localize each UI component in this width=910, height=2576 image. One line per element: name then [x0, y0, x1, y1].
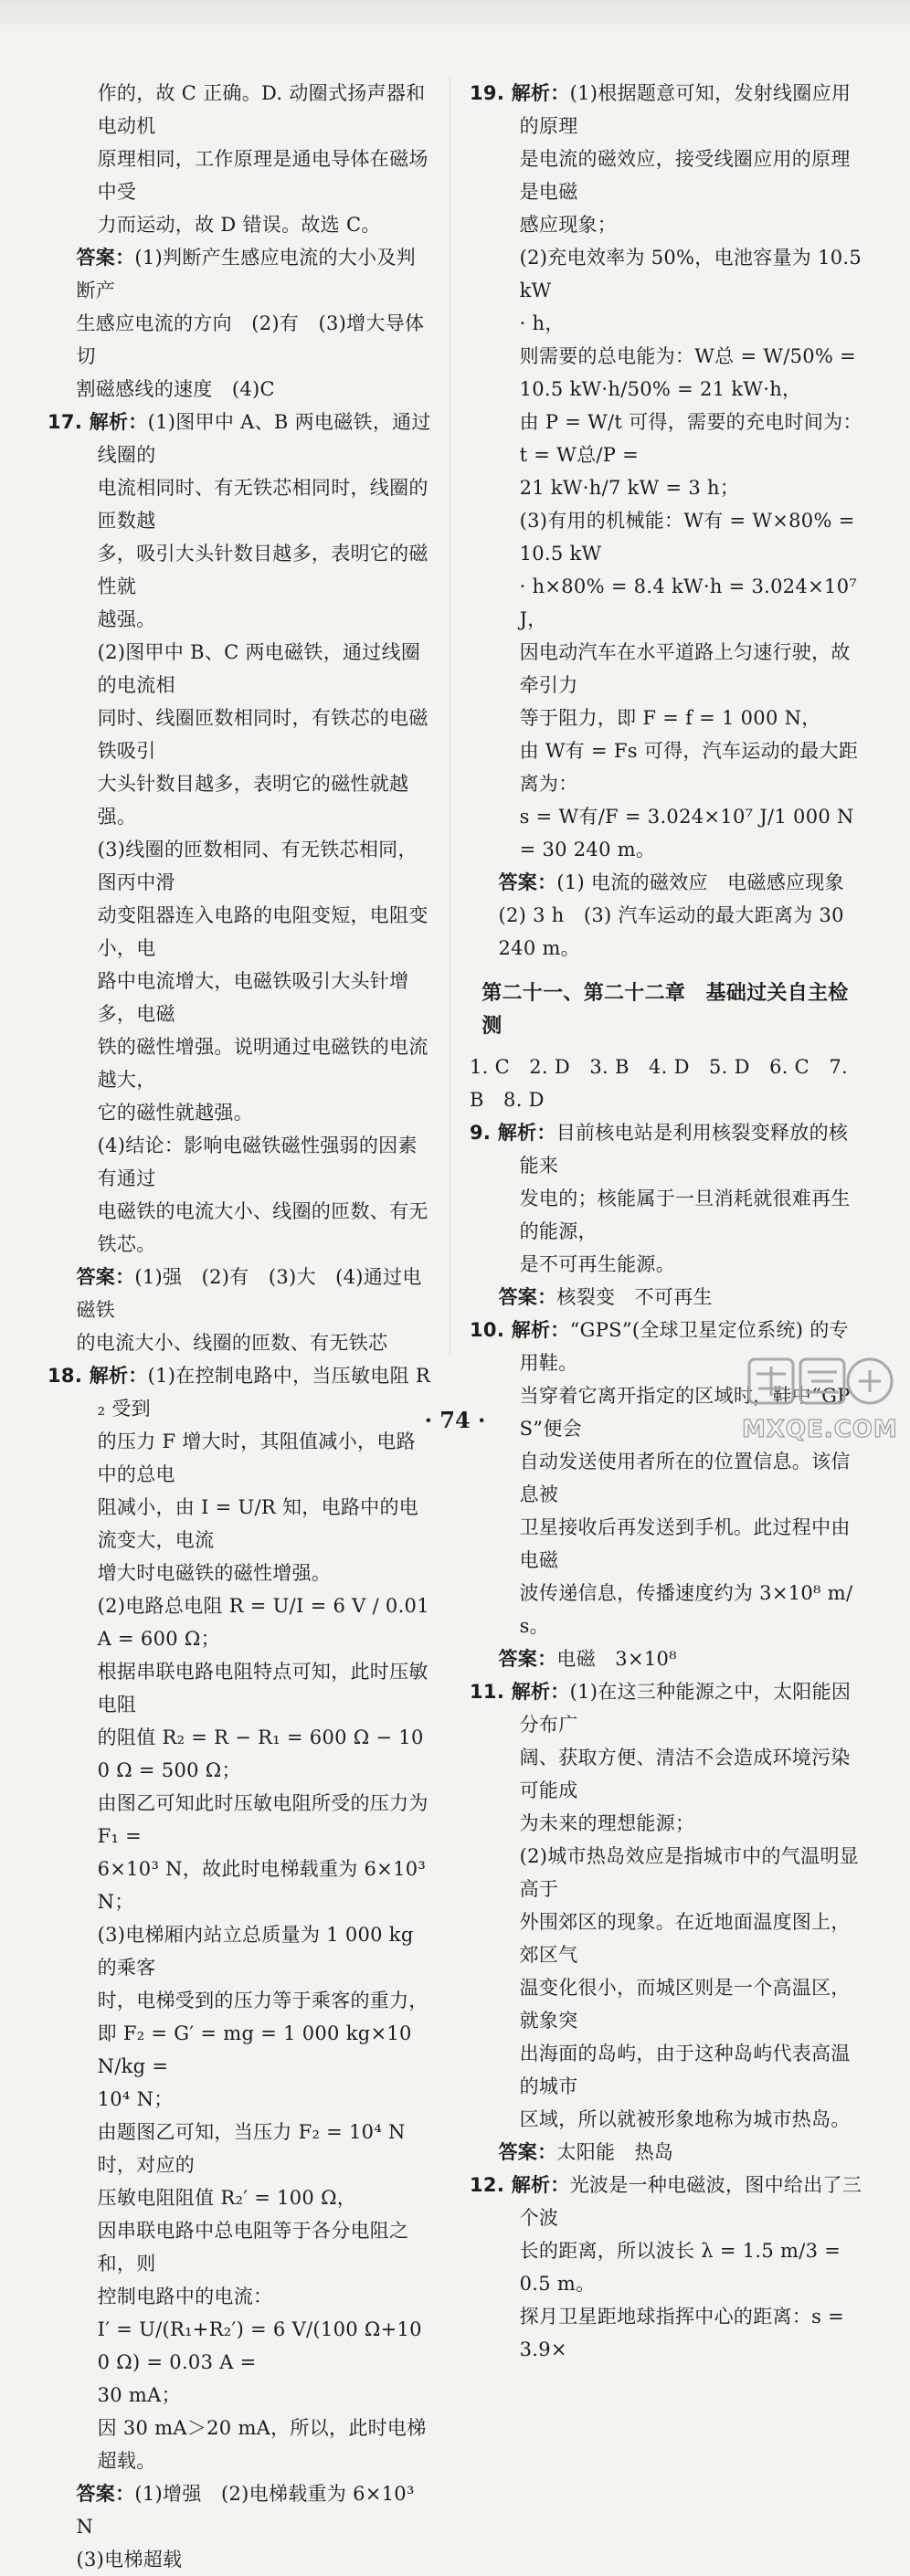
text-line — [470, 1281, 862, 1314]
right-column — [470, 77, 869, 2366]
page-top-shadow — [0, 0, 910, 37]
text-line — [48, 1721, 431, 1787]
text-line — [48, 406, 431, 471]
line-text: (2)充电效率为 50%，电池容量为 10.5 kW — [519, 247, 869, 301]
text-line — [48, 1655, 431, 1721]
line-text: 生感应电流的方向 (2)有 (3)增大导体切 — [76, 312, 425, 367]
line-text: 电流相同时、有无铁芯相同时，线圈的匝数越 — [97, 477, 429, 532]
analysis-label: 17. 解析： — [48, 411, 148, 433]
line-text: (2)城市热岛效应是指城市中的气温明显高于 — [519, 1845, 860, 1900]
line-text: 为未来的理想能源； — [519, 1812, 695, 1834]
line-text: 增大时电磁铁的磁性增强。 — [97, 1562, 332, 1584]
answer-label: 答案： — [498, 1286, 557, 1308]
text-line — [48, 241, 431, 307]
text-line — [470, 734, 862, 800]
text-line — [48, 2477, 431, 2543]
answer-label: 答案： — [498, 871, 557, 893]
line-text: 由题图乙可知，当压力 F₂ = 10⁴ N 时，对应的 — [97, 2121, 412, 2176]
text-line — [470, 2136, 862, 2169]
left-column — [48, 77, 436, 2576]
line-text: 10.5 kW·h/50% = 21 kW·h， — [519, 378, 802, 400]
line-text: (1)强 (2)有 (3)大 (4)通过电磁铁 — [76, 1266, 422, 1321]
analysis-label: 11. 解析： — [470, 1681, 570, 1703]
text-line — [470, 2300, 862, 2366]
line-text: 卫星接收后再发送到手机。此过程中由电磁 — [519, 1516, 851, 1571]
line-text: 路中电流增大，电磁铁吸引大头针增多，电磁 — [97, 970, 409, 1025]
text-line — [48, 1425, 431, 1491]
text-line — [470, 504, 862, 570]
line-text: 因串联电路中总电阻等于各分电阻之和，则 — [97, 2220, 409, 2275]
line-text: (4)结论：影响电磁铁磁性强弱的因素有通过 — [97, 1135, 418, 1189]
line-text: 的压力 F 增大时，其阻值减小，电路中的总电 — [97, 1431, 416, 1485]
text-line — [470, 1577, 862, 1642]
line-text: 动变阻器连入电路的电阻变短，电阻变小，电 — [97, 904, 429, 959]
line-text: 大头针数目越多，表明它的磁性就越强。 — [97, 773, 409, 828]
line-text: 越强。 — [97, 608, 156, 630]
text-line — [48, 899, 431, 965]
text-line — [470, 1840, 862, 1906]
text-line — [470, 1511, 862, 1577]
line-text: 同时、线圈匝数相同时，有铁芯的电磁铁吸引 — [97, 707, 429, 762]
text-line — [470, 1116, 862, 1182]
line-text: 因 30 mA＞20 mA，所以，此时电梯超载。 — [97, 2417, 427, 2472]
text-line — [470, 932, 862, 965]
line-text: s = W有/F = 3.024×10⁷ J/1 000 N = 30 240 m。 — [519, 806, 861, 860]
answer-label: 答案： — [498, 1648, 557, 1670]
watermark-url: MXQE.COM — [742, 1416, 898, 1443]
text-line — [48, 767, 431, 833]
line-text: 则需要的总电能为：W总 = W/50% = — [519, 345, 857, 367]
text-line — [470, 1741, 862, 1807]
text-line — [470, 1050, 862, 1116]
line-text: (2)电路总电阻 R = U/I = 6 V / 0.01 A = 600 Ω； — [97, 1595, 436, 1650]
analysis-label: 18. 解析： — [48, 1365, 148, 1387]
line-text: 当穿着它离开指定的区域时，鞋中“GPS”便会 — [519, 1385, 851, 1440]
text-line — [470, 77, 862, 143]
text-line — [470, 636, 862, 702]
line-text: 的阻值 R₂ = R − R₁ = 600 Ω − 100 Ω = 500 Ω； — [97, 1726, 424, 1781]
text-line — [470, 406, 862, 471]
line-text: 是不可再生能源。 — [519, 1253, 675, 1275]
line-text: 温变化很小，而城区则是一个高温区，就象突 — [519, 1977, 851, 2032]
line-text: 感应现象； — [519, 214, 618, 236]
text-line — [48, 537, 431, 603]
text-line — [470, 1248, 862, 1281]
watermark-logo — [742, 1350, 897, 1451]
text-line — [470, 1807, 862, 1840]
line-text: 探月卫星距地球指挥中心的距离：s = 3.9× — [519, 2306, 852, 2360]
line-text: 光波是一种电磁波，图中给出了三个波 — [519, 2174, 862, 2229]
line-text: 即 F₂ = G′ = mg = 1 000 kg×10 N/kg = — [97, 2022, 418, 2077]
text-line — [470, 1906, 862, 1971]
text-line — [48, 2116, 431, 2181]
text-line — [48, 471, 431, 537]
text-line — [48, 2379, 431, 2412]
text-line — [48, 2412, 431, 2477]
line-text: (3)线圈的匝数相同、有无铁芯相同，图丙中滑 — [97, 839, 418, 893]
line-text: “GPS”(全球卫星定位系统) 的专用鞋。 — [519, 1319, 849, 1374]
line-text: 阔、获取方便、清洁不会造成环境污染可能成 — [519, 1747, 851, 1801]
line-text: I′ = U/(R₁+R₂′) = 6 V/(100 Ω+100 Ω) = 0.03 A = — [97, 2318, 422, 2373]
text-line — [48, 2083, 431, 2116]
line-text: 是电流的磁效应，接受线圈应用的原理是电磁 — [519, 148, 851, 203]
line-text: · h， — [519, 312, 565, 334]
line-text: 由图乙可知此时压敏电阻所受的压力为 F₁ = — [97, 1792, 435, 1847]
line-text: 240 m。 — [498, 937, 580, 959]
line-text: 由 W有 = Fs 可得，汽车运动的最大距离为： — [519, 740, 859, 795]
text-line — [470, 866, 862, 899]
text-line — [470, 340, 862, 373]
text-line — [48, 1918, 431, 1984]
text-line — [48, 2543, 431, 2576]
text-line — [48, 77, 431, 143]
text-line — [48, 2280, 431, 2313]
line-text: (3)电梯厢内站立总质量为 1 000 kg 的乘客 — [97, 1924, 420, 1979]
line-text: 21 kW·h/7 kW = 3 h； — [519, 477, 740, 499]
line-text: 压敏电阻阻值 R₂′ = 100 Ω， — [97, 2187, 357, 2209]
line-text: (1) 电流的磁效应 电磁感应现象 — [556, 871, 844, 893]
text-line — [48, 1326, 431, 1359]
line-text: 作的，故 C 正确。D. 动圈式扬声器和电动机 — [97, 82, 426, 137]
line-text: 长的距离，所以波长 λ = 1.5 m/3 = 0.5 m。 — [519, 2240, 848, 2295]
line-text: 铁的磁性增强。说明通过电磁铁的电流越大， — [97, 1036, 429, 1091]
line-text: 电磁 3×10⁸ — [556, 1648, 677, 1670]
line-text: 发电的；核能属于一旦消耗就很难再生的能源， — [519, 1188, 851, 1242]
text-line — [470, 702, 862, 734]
line-text: 波传递信息，传播速度约为 3×10⁸ m/s。 — [519, 1582, 853, 1637]
text-line — [48, 833, 431, 899]
text-line — [48, 702, 431, 767]
text-line — [48, 965, 431, 1030]
line-text: 出海面的岛屿，由于这种岛屿代表高温的城市 — [519, 2043, 851, 2097]
text-line — [48, 1787, 435, 1853]
text-line — [48, 1096, 431, 1129]
text-line — [470, 800, 862, 866]
page-number: · 74 · — [424, 1407, 486, 1433]
text-line — [48, 2313, 431, 2379]
line-text: 多，吸引大头针数目越多，表明它的磁性就 — [97, 543, 429, 597]
text-line — [470, 373, 862, 406]
line-text: 6×10³ N，故此时电梯载重为 6×10³ N； — [97, 1858, 433, 1913]
text-line — [48, 2181, 431, 2214]
watermark-emblem-icon — [742, 1350, 897, 1423]
text-line — [470, 143, 862, 208]
text-line — [470, 307, 862, 340]
line-text: 太阳能 热岛 — [556, 2141, 674, 2163]
line-text: (1)图甲中 A、B 两电磁铁，通过线圈的 — [97, 411, 431, 466]
line-text: 割磁感线的速度 (4)C — [76, 378, 275, 400]
text-line — [48, 307, 431, 373]
answer-label: 答案： — [76, 1266, 135, 1288]
line-text: 它的磁性就越强。 — [97, 1102, 253, 1124]
line-text: (1)在控制电路中，当压敏电阻 R₂ 受到 — [97, 1365, 430, 1420]
line-text: (1)在这三种能源之中，太阳能因分布广 — [519, 1681, 852, 1736]
text-line — [470, 1182, 862, 1248]
line-text: 目前核电站是利用核裂变释放的核能来 — [519, 1122, 849, 1177]
text-line — [48, 2214, 431, 2280]
text-line — [470, 2234, 862, 2300]
line-text: 等于阻力，即 F = f = 1 000 N， — [519, 707, 821, 729]
line-text: 力而运动，故 D 错误。故选 C。 — [97, 214, 381, 236]
line-text: (2) 3 h (3) 汽车运动的最大距离为 30 — [498, 904, 844, 926]
line-text: (1)判断产生感应电流的大小及判断产 — [76, 247, 416, 301]
analysis-label: 19. 解析： — [470, 82, 570, 104]
answer-label: 答案： — [76, 2483, 135, 2505]
line-text: 区域，所以就被形象地称为城市热岛。 — [519, 2108, 851, 2130]
text-line — [48, 1491, 431, 1557]
line-text: 核裂变 不可再生 — [556, 1286, 713, 1308]
text-line — [470, 241, 869, 307]
text-line — [48, 1261, 431, 1326]
line-text: 10⁴ N； — [97, 2088, 174, 2110]
line-text: · h×80% = 8.4 kW·h = 3.024×10⁷ J， — [519, 575, 864, 630]
line-text: 外围郊区的现象。在近地面温度图上，郊区气 — [519, 1911, 851, 1966]
text-line — [470, 1642, 862, 1675]
line-text: (3)有用的机械能：W有 = W×80% = 10.5 kW — [519, 510, 862, 565]
line-text: 控制电路中的电流： — [97, 2286, 273, 2307]
line-text: 1. C 2. D 3. B 4. D 5. D 6. C 7. B 8. D — [470, 1056, 854, 1111]
answer-label: 答案： — [76, 247, 135, 269]
text-line — [48, 1129, 431, 1195]
section-heading: 第二十一、第二十二章 基础过关自主检测 — [481, 982, 849, 1038]
line-text: 自动发送使用者所在的位置信息。该信息被 — [519, 1451, 851, 1505]
line-text: (1)根据题意可知，发射线圈应用的原理 — [519, 82, 852, 137]
line-text: 时，电梯受到的压力等于乘客的重力， — [97, 1990, 429, 2011]
line-text: 由 P = W/t 可得，需要的充电时间为：t = W总/P = — [519, 411, 862, 466]
text-line — [470, 2169, 862, 2234]
text-line — [48, 1195, 431, 1261]
text-line — [470, 1675, 862, 1741]
line-text: (1)增强 (2)电梯载重为 6×10³ N — [76, 2483, 421, 2538]
text-line — [48, 208, 431, 241]
text-line — [48, 373, 431, 406]
text-line — [48, 603, 431, 636]
line-text: (3)电梯超载 — [76, 2549, 183, 2571]
analysis-label: 9. 解析： — [470, 1122, 556, 1144]
line-text: 原理相同，工作原理是通电导体在磁场中受 — [97, 148, 429, 203]
analysis-label: 10. 解析： — [470, 1319, 570, 1341]
text-line — [470, 2037, 862, 2103]
text-line — [470, 899, 862, 932]
line-text: 的电流大小、线圈的匝数、有无铁芯 — [76, 1332, 388, 1354]
answer-label: 答案： — [498, 2141, 557, 2163]
line-text: 根据串联电路电阻特点可知，此时压敏电阻 — [97, 1661, 429, 1716]
text-line — [48, 2017, 431, 2083]
line-text: 30 mA； — [97, 2384, 181, 2406]
line-text: 阻减小，由 I = U/R 知，电路中的电流变大，电流 — [97, 1496, 419, 1551]
text-line — [470, 1971, 862, 2037]
text-line — [48, 1589, 436, 1655]
text-line — [470, 1445, 862, 1511]
line-text: 电磁铁的电流大小、线圈的匝数、有无铁芯。 — [97, 1200, 429, 1255]
text-line — [48, 1853, 431, 1918]
analysis-label: 12. 解析： — [470, 2174, 570, 2196]
text-line — [48, 636, 431, 702]
text-line — [470, 570, 862, 636]
text-line — [470, 2103, 862, 2136]
line-text: (2)图甲中 B、C 两电磁铁，通过线圈的电流相 — [97, 641, 421, 696]
line-text: 因电动汽车在水平道路上匀速行驶，故牵引力 — [519, 641, 851, 696]
text-line — [48, 1557, 431, 1589]
text-line — [48, 1030, 431, 1096]
text-line — [470, 471, 862, 504]
text-line — [48, 1984, 431, 2017]
text-line — [48, 143, 431, 208]
text-line — [470, 208, 862, 241]
